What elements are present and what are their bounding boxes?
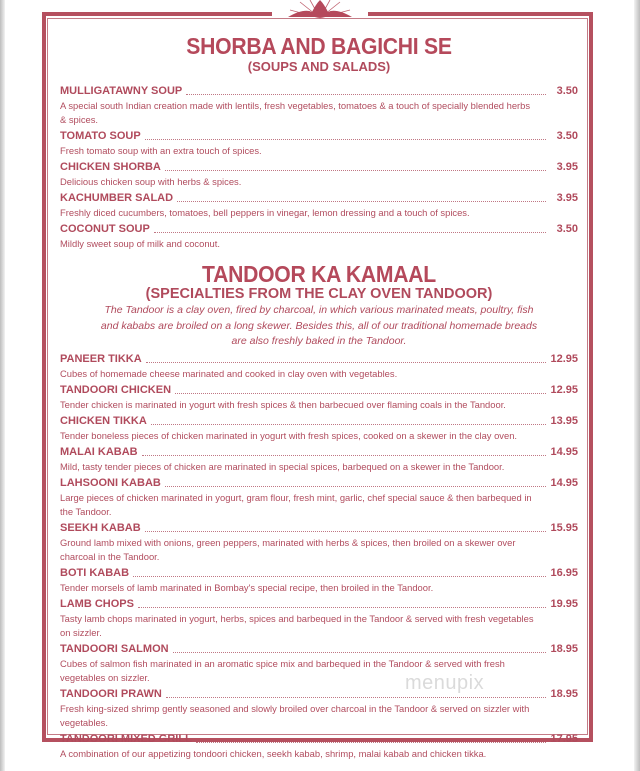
item-description: Large pieces of chicken marinated in yogurt, gram flour, fresh mint, garlic, chef special sauce & then barbequed in the Tandoor. [60, 491, 532, 517]
item-header [60, 521, 578, 536]
item-name: TANDOORI SALMON [60, 642, 169, 655]
item-price: 17.95 [550, 732, 578, 745]
item-name: CHICKEN TIKKA [60, 414, 147, 427]
dot-leader [177, 201, 546, 202]
menu-item [60, 129, 578, 158]
item-header [60, 352, 578, 367]
item-price: 12.95 [550, 352, 578, 365]
item-name: TANDOORI PRAWN [60, 687, 162, 700]
item-price: 3.95 [556, 192, 578, 204]
dot-leader [151, 424, 546, 425]
item-header [60, 566, 578, 581]
dot-leader [138, 607, 546, 608]
item-header [60, 642, 578, 657]
item-header [60, 222, 578, 237]
item-name: LAHSOONI KABAB [60, 476, 161, 489]
item-price: 14.95 [550, 445, 578, 458]
dot-leader [196, 742, 546, 743]
menu-item [60, 84, 578, 127]
item-description: Delicious chicken soup with herbs & spices. [60, 176, 242, 187]
item-header [60, 383, 578, 398]
menu-item [60, 521, 578, 564]
menu-item [60, 352, 578, 381]
item-description: Tender boneless pieces of chicken marinated in yogurt with fresh spices, cooked on a skewer in the clay oven. [60, 429, 518, 441]
menu-item [60, 476, 578, 519]
dot-leader [165, 486, 546, 487]
menu-item [60, 566, 578, 595]
item-price: 13.95 [550, 414, 578, 427]
item-description: A special south Indian creation made with lentils, fresh vegetables, tomatoes & a touch of specially blended herbs & spices. [60, 100, 531, 125]
item-description: Tender morsels of lamb marinated in Bombay's special recipe, then broiled in the Tandoor. [60, 581, 434, 593]
item-description: Tender chicken is marinated in yogurt with fresh spices & then barbecued over flaming coals in the Tandoor. [60, 398, 506, 410]
item-description: Mildly sweet soup of milk and coconut. [60, 238, 220, 249]
item-price: 3.95 [556, 161, 578, 173]
menu-item [60, 160, 578, 189]
item-description: Freshly diced cucumbers, tomatoes, bell peppers in vinegar, lemon dressing and a touch of spices. [60, 207, 470, 218]
watermark: menupix [405, 672, 485, 694]
item-name: MALAI KABAB [60, 445, 138, 458]
item-name: CHICKEN SHORBA [60, 161, 161, 173]
menu-item [60, 191, 578, 220]
page-edge-left [0, 0, 5, 771]
item-price: 3.50 [556, 85, 578, 97]
page-edge-right [634, 0, 640, 771]
item-header [60, 597, 578, 612]
item-name: TOMATO SOUP [60, 130, 141, 142]
item-name: TANDOORI MIXED GRILL [60, 732, 192, 745]
menu-item [60, 687, 578, 730]
item-header [60, 687, 578, 702]
item-list [60, 84, 578, 251]
item-header [60, 476, 578, 491]
dot-leader [154, 232, 546, 233]
menu-item [60, 445, 578, 474]
dot-leader [186, 94, 546, 95]
menu-item [60, 414, 578, 443]
item-name: BOTI KABAB [60, 566, 130, 579]
dot-leader [146, 362, 546, 363]
item-price: 15.95 [550, 521, 578, 534]
item-header [60, 84, 578, 99]
item-name: TANDOORI CHICKEN [60, 383, 172, 396]
item-price: 3.50 [556, 130, 578, 142]
section-subtitle: (SOUPS AND SALADS) [247, 59, 391, 74]
dot-leader [133, 576, 546, 577]
item-header [60, 191, 578, 206]
item-price: 16.95 [550, 566, 578, 579]
item-price: 18.95 [550, 687, 578, 700]
dot-leader [165, 170, 546, 171]
menu-item [60, 642, 578, 685]
item-price: 14.95 [550, 476, 578, 489]
section-intro: The Tandoor is a clay oven, fired by charcoal, in which various marinated meats, poultry, fish and kababs are broiled on a long skewer. Besides this, all of our traditional homemade breads are also freshly baked in the Tandoor. [100, 304, 538, 347]
menu-item [60, 383, 578, 412]
item-description: Mild, tasty tender pieces of chicken are marinated in special spices, barbequed on a skewer in the Tandoor. [60, 460, 505, 472]
menu-item [60, 597, 578, 640]
item-price: 18.95 [550, 642, 578, 655]
menu-item [60, 222, 578, 251]
item-name: KACHUMBER SALAD [60, 192, 174, 204]
menu-item [60, 732, 578, 761]
dot-leader [175, 393, 546, 394]
dot-leader [166, 697, 546, 698]
lotus-ornament-icon [282, 0, 358, 20]
dot-leader [145, 139, 546, 140]
dot-leader [145, 531, 546, 532]
item-description: Ground lamb mixed with onions, green peppers, marinated with herbs & spices, then broiled on a skewer over charcoal in the Tandoor. [60, 536, 516, 562]
item-price: 19.95 [550, 597, 578, 610]
item-description: Cubes of homemade cheese marinated and cooked in clay oven with vegetables. [60, 367, 398, 379]
menu-content [60, 33, 578, 761]
item-name: SEEKH KABAB [60, 521, 141, 534]
item-header [60, 732, 578, 747]
item-description: Cubes of salmon fish marinated in an aromatic spice mix and barbequed in the Tandoor & served with fresh vegetables on sizzler. [60, 657, 505, 683]
section-subtitle: (SPECIALTIES FROM THE CLAY OVEN TANDOOR) [145, 286, 493, 302]
item-price: 12.95 [550, 383, 578, 396]
section-tandoor [60, 261, 578, 761]
item-name: MULLIGATAWNY SOUP [60, 85, 183, 97]
item-description: Tasty lamb chops marinated in yogurt, herbs, spices and barbequed in the Tandoor & served with fresh vegetables on sizzler. [60, 612, 534, 638]
section-title: TANDOOR KA KAMAAL [202, 261, 436, 287]
section-title: SHORBA AND BAGICHI SE [186, 33, 452, 59]
item-description: Fresh king-sized shrimp gently seasoned and slowly broiled over charcoal in the Tandoor & served on sizzler with vegetables. [60, 702, 530, 728]
item-description: A combination of our appetizing tondoori chicken, seekh kabab, shrimp, malai kabab and chicken tikka. [60, 747, 487, 759]
item-header [60, 129, 578, 144]
dot-leader [142, 455, 546, 456]
dot-leader [173, 652, 546, 653]
item-description: Fresh tomato soup with an extra touch of spices. [60, 145, 262, 156]
item-list [60, 352, 578, 761]
item-header [60, 445, 578, 460]
item-header [60, 414, 578, 429]
item-price: 3.50 [556, 223, 578, 235]
item-name: PANEER TIKKA [60, 352, 142, 365]
item-name: COCONUT SOUP [60, 223, 150, 235]
section-soups [60, 33, 578, 251]
item-header [60, 160, 578, 175]
item-name: LAMB CHOPS [60, 597, 134, 610]
